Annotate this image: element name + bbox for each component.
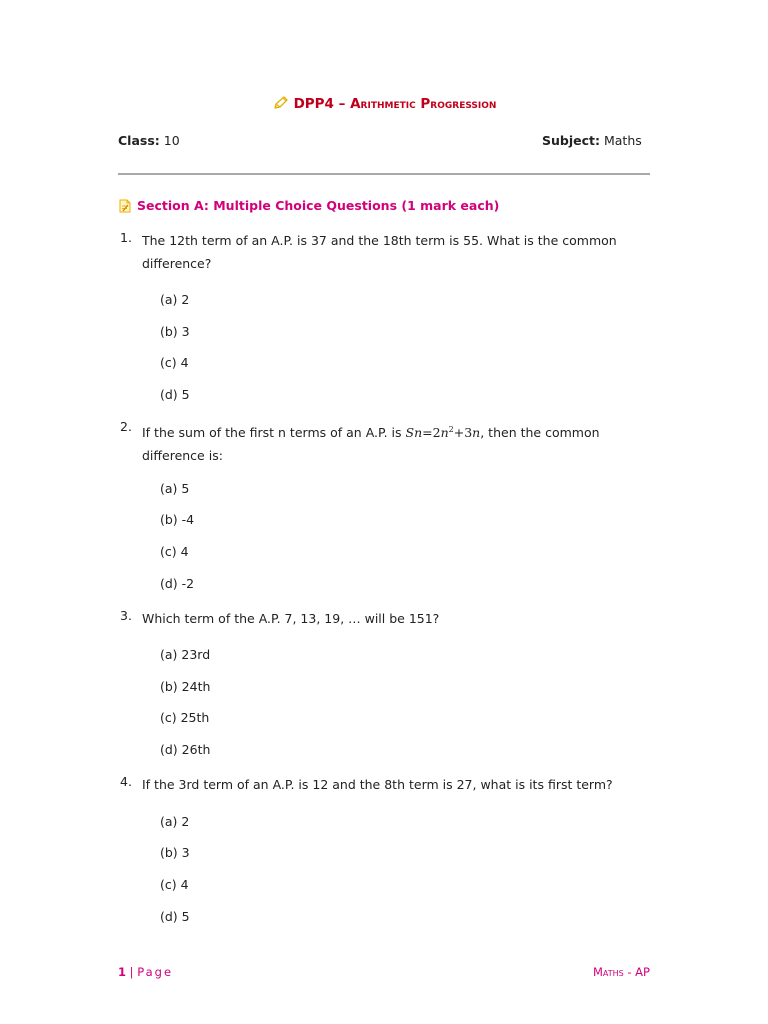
option-2c: (c) 4 bbox=[160, 544, 189, 559]
math-plus: +3 bbox=[453, 425, 473, 441]
memo-icon bbox=[118, 199, 132, 213]
math-s: S bbox=[405, 425, 415, 441]
question-text bbox=[142, 419, 647, 467]
subject-info bbox=[542, 133, 642, 148]
class-label: Class: bbox=[118, 133, 160, 148]
pencil-icon bbox=[272, 95, 290, 111]
question-text: If the 3rd term of an A.P. is 12 and the 8th term is 27, what is its first term? bbox=[142, 777, 613, 792]
page-title bbox=[0, 95, 768, 112]
question-text: The 12th term of an A.P. is 37 and the 18th term is 55. What is the common difference? bbox=[142, 233, 617, 271]
footer-subject: Maths - AP bbox=[592, 965, 650, 979]
title-prefix: DPP4 – bbox=[293, 96, 351, 112]
option-4d: (d) 5 bbox=[160, 909, 190, 924]
option-4b: (b) 3 bbox=[160, 845, 190, 860]
page-separator: | bbox=[126, 965, 138, 979]
option-3d: (d) 26th bbox=[160, 742, 211, 757]
option-4c: (c) 4 bbox=[160, 877, 189, 892]
class-info bbox=[118, 133, 180, 148]
option-4a: (a) 2 bbox=[160, 814, 190, 829]
option-3b: (b) 24th bbox=[160, 679, 211, 694]
option-1d: (d) 5 bbox=[160, 387, 190, 402]
horizontal-divider bbox=[118, 173, 650, 175]
subject-value: Maths bbox=[603, 133, 642, 148]
math-eq: =2 bbox=[422, 425, 441, 441]
subject-label: Subject: bbox=[542, 133, 600, 148]
class-value: 10 bbox=[163, 133, 180, 148]
page-number: 1 bbox=[118, 965, 127, 979]
math-expression bbox=[406, 425, 481, 440]
question-number: 2. bbox=[120, 419, 132, 434]
page-word: Page bbox=[137, 965, 174, 979]
option-1a: (a) 2 bbox=[160, 292, 190, 307]
footer-page-number bbox=[118, 965, 173, 979]
option-3c: (c) 25th bbox=[160, 710, 210, 725]
section-heading bbox=[118, 198, 499, 213]
math-sup: 2 bbox=[448, 425, 454, 434]
question-number: 4. bbox=[120, 774, 132, 789]
option-2d: (d) -2 bbox=[160, 576, 195, 591]
question-number: 1. bbox=[120, 230, 132, 245]
option-2a: (a) 5 bbox=[160, 481, 190, 496]
title-main: Arithmetic Progression bbox=[350, 96, 497, 112]
question-number: 3. bbox=[120, 608, 132, 623]
math-n1: n bbox=[440, 425, 449, 441]
math-n2: n bbox=[472, 425, 481, 441]
question-text: Which term of the A.P. 7, 13, 19, … will be 151? bbox=[142, 611, 440, 626]
section-heading-text: Section A: Multiple Choice Questions (1 mark each) bbox=[137, 198, 500, 213]
question-text-part: , then the common difference is: bbox=[142, 425, 600, 463]
option-1c: (c) 4 bbox=[160, 355, 189, 370]
math-sub: n bbox=[414, 425, 423, 441]
option-1b: (b) 3 bbox=[160, 324, 190, 339]
question-text-part: If the sum of the first n terms of an A.P. is bbox=[142, 425, 406, 441]
option-2b: (b) -4 bbox=[160, 512, 195, 527]
option-3a: (a) 23rd bbox=[160, 647, 211, 662]
